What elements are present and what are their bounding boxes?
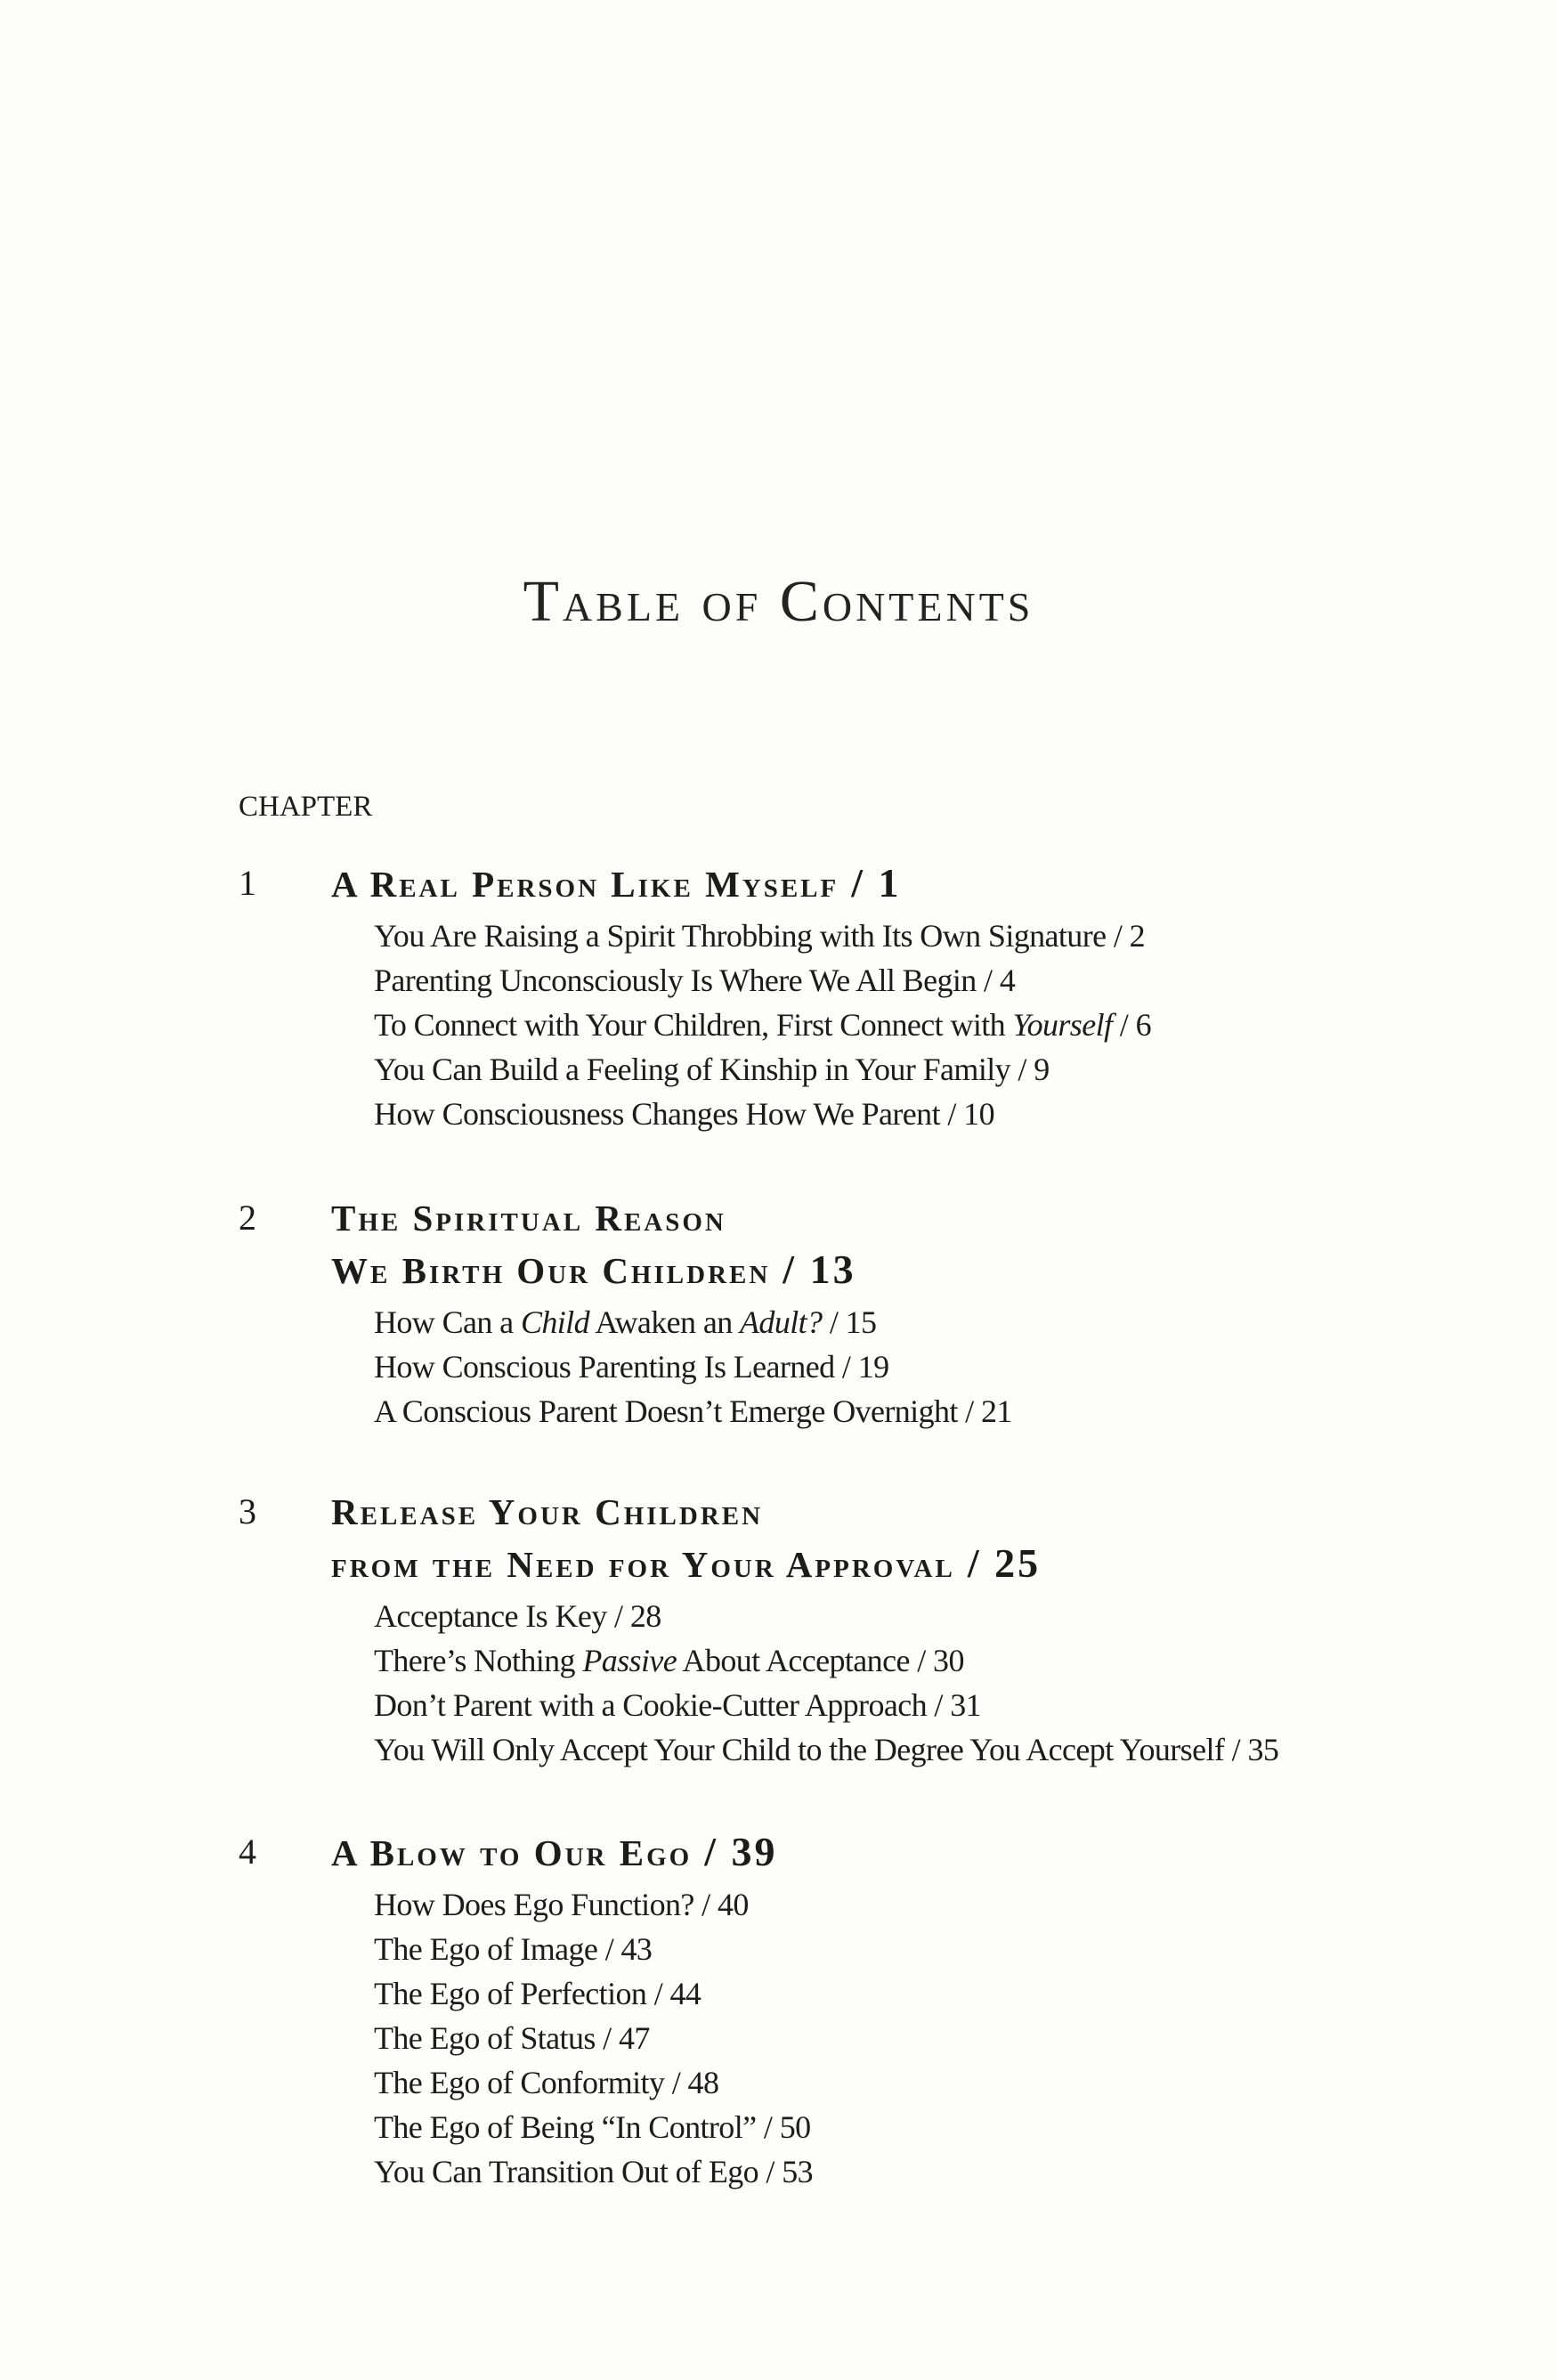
section-entry[interactable]: The Ego of Status / 47 [374, 2020, 650, 2056]
section-entry[interactable]: The Ego of Image / 43 [374, 1931, 653, 1967]
section-entry[interactable]: How Consciousness Changes How We Parent / 10 [374, 1096, 994, 1132]
section-entry[interactable]: There’s Nothing Passive About Acceptance / 30 [374, 1643, 964, 1678]
chapter-entry [239, 1192, 1529, 1434]
chapter-entry [239, 1826, 1529, 2194]
section-page-number: / 15 [822, 1304, 877, 1340]
chapter-number: 3 [239, 1491, 256, 1531]
section-page-number: / 9 [1010, 1052, 1050, 1087]
section-page-number: / 2 [1106, 918, 1146, 954]
section-entry[interactable]: How Conscious Parenting Is Learned / 19 [374, 1349, 889, 1385]
section-page-number: / 48 [664, 2065, 719, 2100]
section-page-number: / 10 [939, 1096, 994, 1132]
chapter-page-number: / 39 [704, 1829, 778, 1874]
section-page-number: / 31 [927, 1687, 982, 1723]
section-entry[interactable]: The Ego of Perfection / 44 [374, 1976, 701, 2011]
chapter-entry [239, 857, 1529, 1136]
section-entry[interactable]: A Conscious Parent Doesn’t Emerge Overnight / 21 [374, 1393, 1012, 1429]
section-page-number: / 19 [834, 1349, 889, 1385]
section-page-number: / 6 [1112, 1007, 1152, 1043]
section-page-number: / 53 [758, 2154, 814, 2189]
chapter-page-number: / 25 [967, 1540, 1042, 1586]
chapter-page-number: / 1 [851, 860, 902, 906]
chapter-heading[interactable]: We Birth Our Children / 13 [331, 1247, 856, 1292]
chapter-heading[interactable]: from the Need for Your Approval / 25 [331, 1540, 1042, 1586]
chapter-number: 4 [239, 1832, 256, 1872]
section-entry[interactable]: The Ego of Conformity / 48 [374, 2065, 719, 2100]
section-page-number: / 21 [957, 1393, 1012, 1429]
chapter-entry [239, 1486, 1529, 1772]
section-page-number: / 40 [693, 1887, 749, 1922]
section-entry[interactable]: To Connect with Your Children, First Connect with Yourself / 6 [374, 1007, 1152, 1043]
section-page-number: / 47 [595, 2020, 650, 2056]
section-entry[interactable]: Acceptance Is Key / 28 [374, 1598, 661, 1634]
section-page-number: / 44 [646, 1976, 701, 2011]
section-entry[interactable]: You Are Raising a Spirit Throbbing with Its Own Signature / 2 [374, 918, 1146, 954]
chapter-heading[interactable]: Release Your Children [331, 1491, 764, 1532]
chapter-page-number: / 13 [783, 1247, 856, 1292]
section-entry[interactable]: How Does Ego Function? / 40 [374, 1887, 749, 1922]
section-entry[interactable]: You Can Transition Out of Ego / 53 [374, 2154, 814, 2189]
section-entry[interactable]: You Will Only Accept Your Child to the Degree You Accept Yourself / 35 [374, 1732, 1279, 1767]
section-entry[interactable]: You Can Build a Feeling of Kinship in Your Family / 9 [374, 1052, 1050, 1087]
chapter-heading[interactable]: The Spiritual Reason [331, 1198, 726, 1239]
section-page-number: / 35 [1224, 1732, 1279, 1767]
chapter-heading[interactable]: A Real Person Like Myself / 1 [331, 860, 902, 906]
chapter-number: 1 [239, 863, 256, 903]
section-entry[interactable]: How Can a Child Awaken an Adult? / 15 [374, 1304, 877, 1340]
chapter-number: 2 [239, 1198, 256, 1238]
section-page-number: / 4 [976, 963, 1016, 998]
section-entry[interactable]: Parenting Unconsciously Is Where We All Begin / 4 [374, 963, 1016, 998]
section-page-number: / 30 [909, 1643, 964, 1678]
section-entry[interactable]: The Ego of Being “In Control” / 50 [374, 2109, 811, 2145]
section-page-number: / 50 [756, 2109, 811, 2145]
section-entry[interactable]: Don’t Parent with a Cookie-Cutter Approach / 31 [374, 1687, 982, 1723]
page-title: Table of Contents [523, 569, 1034, 634]
chapter-heading[interactable]: A Blow to Our Ego / 39 [331, 1829, 778, 1874]
chapter-column-label: CHAPTER [239, 791, 373, 823]
section-page-number: / 28 [606, 1598, 661, 1634]
section-page-number: / 43 [597, 1931, 653, 1967]
